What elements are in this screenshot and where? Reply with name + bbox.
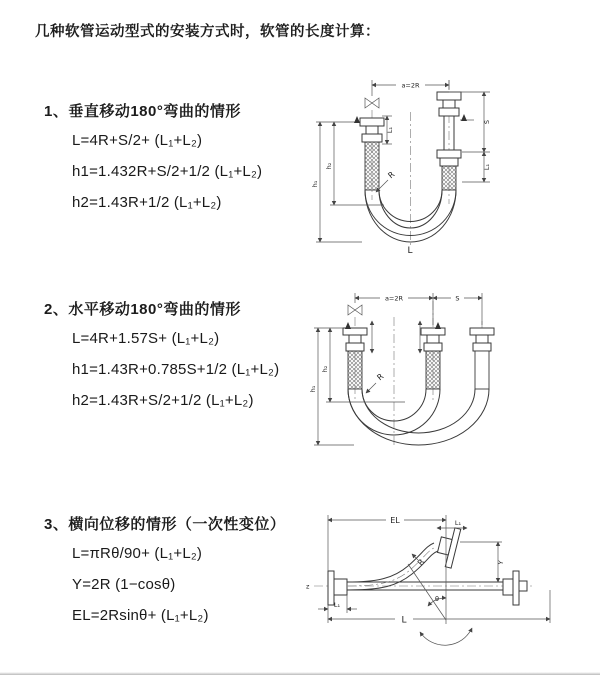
section2-formula-h1: h1=1.43R+0.785S+1/2 (L₁+L₂) [72,361,280,378]
valve-icon [365,98,379,108]
dim-label-el: EL [390,516,400,525]
dim-label-s: S [483,119,491,125]
valve-icon [348,305,362,315]
section1-formula-L: L=4R+S/2+ (L₁+L₂) [72,132,203,149]
dim-y [460,542,505,582]
dim-a2r [355,293,482,325]
section3-formula-EL: EL=2Rsinθ+ (L₁+L₂) [72,607,209,624]
dim-label-h1: h₁ [309,385,317,393]
section1-formula-h2: h2=1.43R+1/2 (L₁+L₂) [72,194,222,211]
braided-hose-right [442,166,456,190]
label-length: L [407,246,413,256]
section3-heading: 3、横向位移的情形（一次性变位） [44,516,286,533]
dim-label-h2: h₂ [321,365,329,373]
diagram-lateral-displacement [300,502,570,652]
hose-right-displaced [475,351,489,389]
dim-label-a2r: a=2R [401,81,420,90]
right-flange [503,571,527,605]
left-fitting [360,118,384,142]
section3-formula-L: L=πRθ/90+ (L₁+L₂) [72,545,203,562]
dim-label-a2r: a=2R [384,294,404,303]
dim-h2 [321,328,405,402]
label-theta: θ [435,595,439,603]
diagram-vertical-180-bend [312,72,527,257]
left-flange [328,571,347,605]
dim-label-l1-top: L₁ [454,519,462,527]
dim-label-h2: h₂ [325,162,333,170]
radius-construction [408,554,446,620]
dim-el [328,515,446,624]
label-radius: R [375,371,386,383]
hose-u-bend [348,389,489,445]
dim-label-y: Y [496,559,506,566]
section2-formula-h2: h2=1.43R+S/2+1/2 (L₁+L₂) [72,392,254,409]
label-radius: R [386,169,397,181]
dim-label-l: L [401,615,407,626]
section3-formula-Y: Y=2R (1−cosθ) [72,576,176,593]
label-radius: R [415,557,427,568]
radius-leader [366,372,386,393]
braided-hose-middle [426,351,440,389]
page-title: 几种软管运动型式的安装方式时，软管的长度计算： [35,24,380,40]
dim-label-l1-left: L₁ [386,126,394,134]
dim-h1 [311,122,362,242]
dim-label-h1: h₁ [311,180,319,188]
centerlines [372,80,449,248]
dim-label-l1-left: L₁ [333,601,341,609]
braided-hose-left [348,351,362,389]
dim-label-l1-right: L₁ [483,163,491,171]
section2-heading: 2、水平移动180°弯曲的情形 [44,301,241,318]
section1-heading: 1、垂直移动180°弯曲的情形 [44,103,241,120]
right-fitting-upper [437,92,461,116]
braided-hose-left [365,142,379,190]
label-z: z [306,582,310,591]
middle-fitting [421,328,445,351]
upper-flange [435,525,461,568]
section1-formula-h1: h1=1.432R+S/2+1/2 (L₁+L₂) [72,163,263,180]
right-fitting-displaced [470,328,494,351]
left-fitting [343,328,367,351]
hose-displaced-position [347,543,438,590]
diagram-horizontal-180-bend [310,285,535,470]
section2-formula-L: L=4R+1.57S+ (L₁+L₂) [72,330,220,347]
right-fitting-lower [437,150,461,166]
dim-label-s: S [455,294,460,303]
centerlines [355,301,482,447]
